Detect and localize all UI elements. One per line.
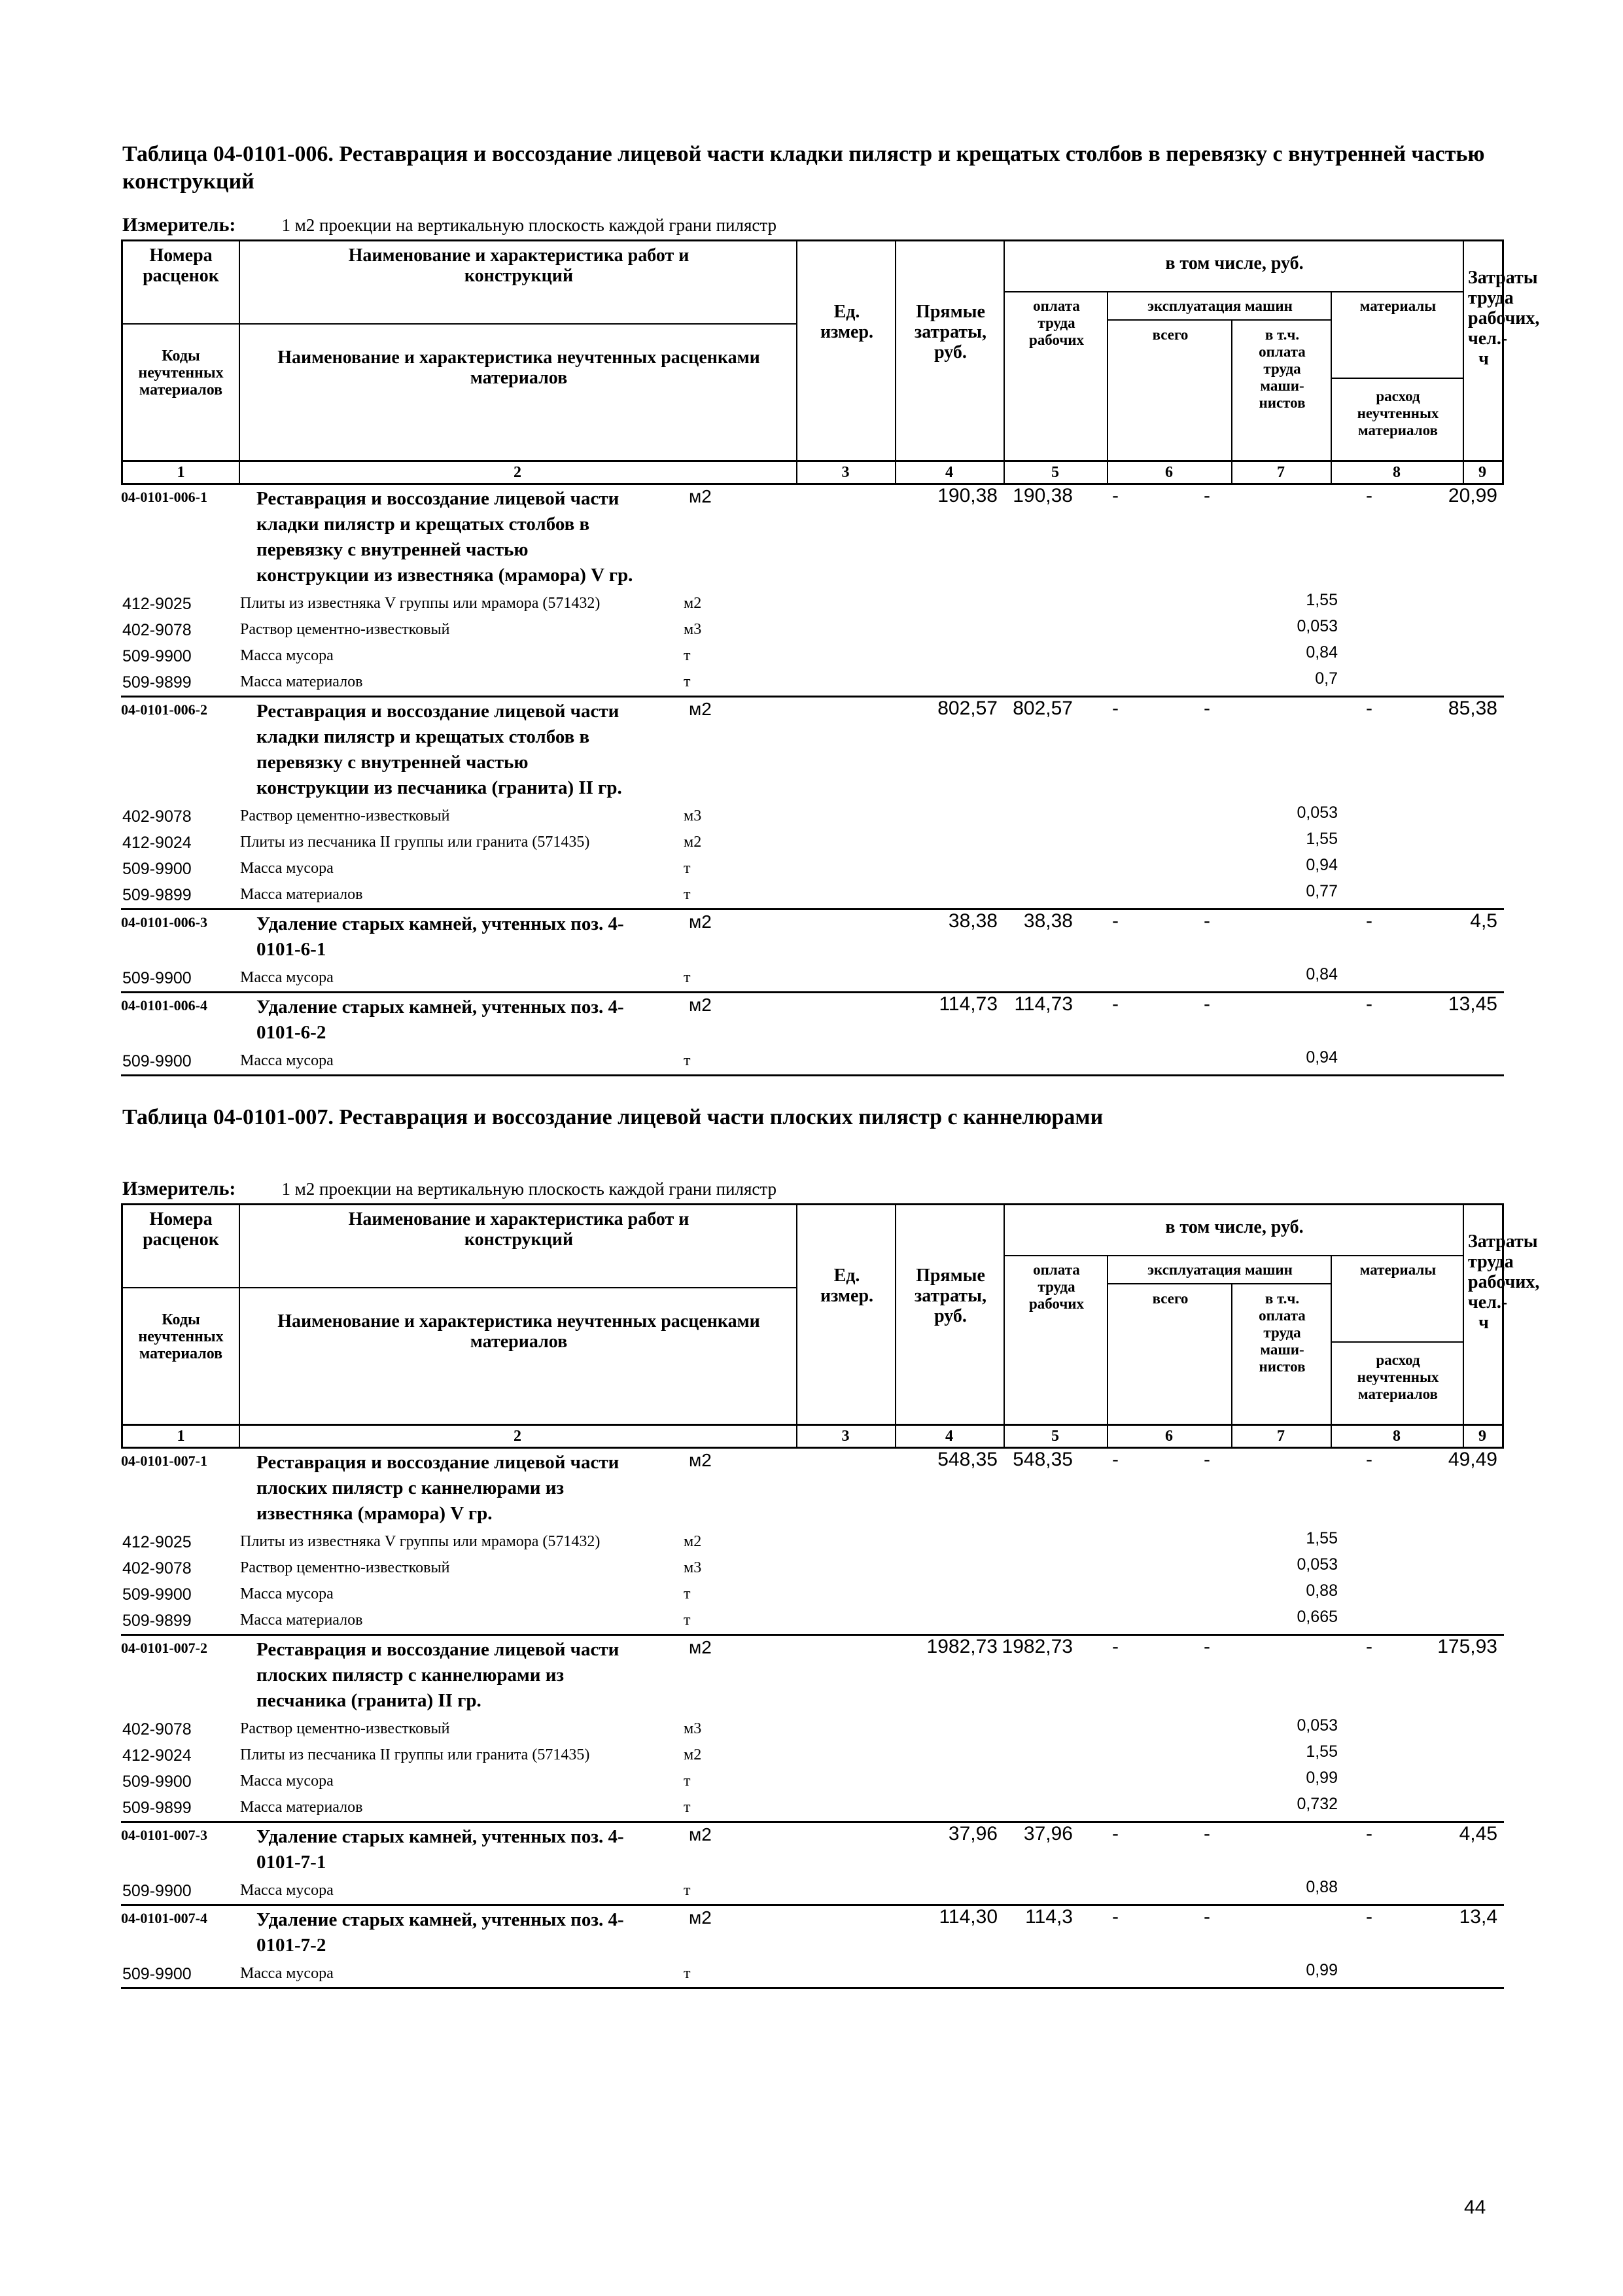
rate-unit: м2 xyxy=(689,1907,712,1928)
header-unit: Ед. измер. xyxy=(820,302,874,342)
material-name: Масса мусора xyxy=(240,969,334,986)
material-row xyxy=(121,669,1504,696)
material-unit: т xyxy=(684,673,691,690)
direct-cost: 548,35 xyxy=(937,1449,998,1470)
material-qty: 1,55 xyxy=(1306,591,1338,609)
material-row xyxy=(121,643,1504,669)
material-name: Плиты из песчаника II группы или гранита (571435) xyxy=(240,834,590,851)
labor-hours: 49,49 xyxy=(1448,1449,1497,1470)
rate-name xyxy=(256,1824,682,1875)
rate-group xyxy=(121,485,1504,698)
material-unit: м2 xyxy=(684,1533,702,1550)
table-header xyxy=(121,239,1540,462)
column-number: 6 xyxy=(1165,1428,1173,1445)
material-qty: 0,84 xyxy=(1306,643,1338,662)
rate-name-line: кладки пилястр и крещатых столбов в xyxy=(256,726,590,747)
material-unit: м3 xyxy=(684,621,702,638)
measure-line xyxy=(122,214,777,236)
material-unit: т xyxy=(684,1965,691,1982)
header-material-name: Наименование и характеристика неучтенных расценками материалов xyxy=(277,1311,760,1352)
material-name: Масса материалов xyxy=(240,673,363,690)
column-number: 3 xyxy=(841,1428,850,1445)
direct-cost: 114,30 xyxy=(939,1906,998,1928)
material-code: 509-9899 xyxy=(122,673,192,692)
material-row xyxy=(121,1555,1504,1581)
rate-row xyxy=(121,1906,1504,1961)
material-row xyxy=(121,617,1504,643)
column-number: 8 xyxy=(1393,1428,1401,1445)
material-code: 402-9078 xyxy=(122,621,192,639)
column-number: 4 xyxy=(945,1428,953,1445)
header-machinists-pay: в т.ч. оплата труда маши-нистов xyxy=(1259,327,1306,411)
rate-name-line: Реставрация и воссоздание лицевой части xyxy=(256,1452,620,1473)
material-unit: м2 xyxy=(684,834,702,851)
rate-code: 04-0101-006-2 xyxy=(121,701,207,718)
measure-label: Измеритель: xyxy=(122,1178,236,1199)
materials-cost: - xyxy=(1366,910,1372,932)
measure-line xyxy=(122,1178,777,1200)
material-name: Масса мусора xyxy=(240,860,334,877)
labor-hours: 175,93 xyxy=(1437,1636,1497,1657)
material-row xyxy=(121,830,1504,856)
header-labor-pay: оплата труда рабочих xyxy=(1028,1262,1085,1312)
header-including: в том числе, руб. xyxy=(1165,1217,1304,1237)
header-rule xyxy=(1003,1255,1463,1256)
material-qty: 0,99 xyxy=(1306,1769,1338,1787)
labor-pay: 114,3 xyxy=(1025,1906,1073,1928)
rate-unit: м2 xyxy=(689,1637,712,1657)
rate-unit: м2 xyxy=(689,699,712,719)
material-qty: 0,94 xyxy=(1306,856,1338,874)
material-unit: т xyxy=(684,1612,691,1629)
material-code: 412-9025 xyxy=(122,595,192,613)
material-qty: 0,053 xyxy=(1297,1555,1338,1574)
material-row xyxy=(121,591,1504,617)
rate-row xyxy=(121,1449,1504,1529)
rate-name-line: конструкции из известняка (мрамора) V гр. xyxy=(256,565,633,586)
rate-name-line: песчаника (гранита) II гр. xyxy=(256,1690,481,1711)
material-row xyxy=(121,1795,1504,1821)
rate-name-line: 0101-7-2 xyxy=(256,1935,326,1956)
column-number: 2 xyxy=(514,1428,521,1445)
material-qty: 0,053 xyxy=(1297,1716,1338,1735)
rate-row xyxy=(121,993,1504,1048)
header-rule xyxy=(1331,378,1463,379)
material-row xyxy=(121,1961,1504,1987)
column-number: 5 xyxy=(1051,1428,1059,1445)
material-unit: м2 xyxy=(684,595,702,612)
column-number: 8 xyxy=(1393,464,1401,481)
material-code: 412-9024 xyxy=(122,1746,192,1765)
material-unit: т xyxy=(684,1773,691,1790)
rate-code: 04-0101-007-4 xyxy=(121,1910,207,1926)
rate-name-line: перевязку с внутренней частью xyxy=(256,752,529,773)
material-unit: м3 xyxy=(684,1559,702,1576)
material-qty: 1,55 xyxy=(1306,1529,1338,1547)
column-number: 1 xyxy=(177,1428,185,1445)
labor-pay: 190,38 xyxy=(1013,485,1073,506)
material-name: Масса мусора xyxy=(240,1882,334,1899)
material-qty: 1,55 xyxy=(1306,830,1338,848)
column-number: 7 xyxy=(1277,464,1285,481)
machinists-pay: - xyxy=(1204,1449,1210,1470)
rate-code: 04-0101-006-1 xyxy=(121,489,207,505)
machines-total: - xyxy=(1112,1449,1119,1470)
machines-total: - xyxy=(1112,1823,1119,1845)
rate-group xyxy=(121,1636,1504,1823)
rate-name-line: перевязку с внутренней частью xyxy=(256,539,529,560)
machines-total: - xyxy=(1112,993,1119,1015)
header-materials: материалы xyxy=(1359,298,1437,314)
header-material-codes: Коды неучтенных материалов xyxy=(138,1311,224,1362)
labor-hours: 4,5 xyxy=(1470,910,1497,932)
header-rule xyxy=(1331,1341,1463,1343)
table-title: Таблица 04-0101-006. Реставрация и воссоздание лицевой части кладки пилястр и крещатых столбов в перевязку с внутренней частью конструкций xyxy=(122,142,1485,194)
rate-name xyxy=(256,486,682,588)
material-qty: 0,665 xyxy=(1297,1608,1338,1626)
measure-text: 1 м2 проекции на вертикальную плоскость каждой грани пилястр xyxy=(281,1179,777,1199)
rate-unit: м2 xyxy=(689,486,712,506)
labor-pay: 37,96 xyxy=(1023,1823,1073,1845)
rate-unit: м2 xyxy=(689,911,712,932)
material-code: 509-9899 xyxy=(122,1612,192,1630)
machines-total: - xyxy=(1112,910,1119,932)
machines-total: - xyxy=(1112,1636,1119,1657)
material-name: Плиты из известняка V группы или мрамора (571432) xyxy=(240,595,601,612)
material-unit: т xyxy=(684,1052,691,1069)
material-row xyxy=(121,1742,1504,1769)
material-name: Раствор цементно-известковый xyxy=(240,621,450,638)
machines-total: - xyxy=(1112,485,1119,506)
materials-cost: - xyxy=(1366,1449,1372,1470)
table-title: Таблица 04-0101-007. Реставрация и воссоздание лицевой части плоских пилястр с каннелюрами xyxy=(122,1105,1104,1129)
column-number-row xyxy=(121,1424,1504,1449)
material-qty: 0,84 xyxy=(1306,965,1338,983)
rate-name-line: 0101-6-1 xyxy=(256,939,326,960)
rate-group xyxy=(121,1449,1504,1636)
machinists-pay: - xyxy=(1204,993,1210,1015)
material-code: 412-9024 xyxy=(122,834,192,852)
material-code: 509-9900 xyxy=(122,1585,192,1604)
machines-total: - xyxy=(1112,1906,1119,1928)
rate-group xyxy=(121,698,1504,910)
rate-unit: м2 xyxy=(689,1450,712,1470)
material-code: 509-9899 xyxy=(122,1799,192,1817)
header-material-codes: Коды неучтенных материалов xyxy=(138,347,224,398)
material-code: 402-9078 xyxy=(122,1720,192,1739)
header-rule xyxy=(1003,291,1463,292)
rate-code: 04-0101-006-3 xyxy=(121,914,207,930)
material-unit: м3 xyxy=(684,1720,702,1737)
material-unit: м2 xyxy=(684,1746,702,1763)
header-machines: эксплуатация машин xyxy=(1147,298,1293,314)
header-including: в том числе, руб. xyxy=(1165,253,1304,274)
material-unit: м3 xyxy=(684,807,702,824)
header-machinists-pay: в т.ч. оплата труда маши-нистов xyxy=(1259,1290,1306,1375)
header-materials-usage: расход неучтенных материалов xyxy=(1357,388,1439,438)
rate-row xyxy=(121,698,1504,804)
machinists-pay: - xyxy=(1204,1906,1210,1928)
direct-cost: 1982,73 xyxy=(926,1636,998,1657)
material-qty: 1,55 xyxy=(1306,1742,1338,1761)
rate-name xyxy=(256,1450,682,1527)
column-number: 2 xyxy=(514,464,521,481)
machinists-pay: - xyxy=(1204,1636,1210,1657)
column-number: 7 xyxy=(1277,1428,1285,1445)
material-code: 402-9078 xyxy=(122,1559,192,1578)
material-row xyxy=(121,1608,1504,1634)
material-code: 509-9900 xyxy=(122,1882,192,1900)
material-unit: т xyxy=(684,647,691,664)
rate-group xyxy=(121,1906,1504,1989)
material-unit: т xyxy=(684,1799,691,1816)
measure-text: 1 м2 проекции на вертикальную плоскость каждой грани пилястр xyxy=(281,215,777,235)
header-machines: эксплуатация машин xyxy=(1147,1262,1293,1278)
material-name: Масса мусора xyxy=(240,1965,334,1982)
machinists-pay: - xyxy=(1204,485,1210,506)
rate-name-line: Реставрация и воссоздание лицевой части xyxy=(256,701,620,722)
materials-cost: - xyxy=(1366,993,1372,1015)
rate-name xyxy=(256,699,682,801)
material-unit: т xyxy=(684,860,691,877)
table-header xyxy=(121,1203,1540,1426)
material-code: 412-9025 xyxy=(122,1533,192,1551)
rate-name-line: кладки пилястр и крещатых столбов в xyxy=(256,514,590,535)
materials-cost: - xyxy=(1366,698,1372,719)
material-unit: т xyxy=(684,969,691,986)
material-qty: 0,77 xyxy=(1306,882,1338,900)
column-number: 6 xyxy=(1165,464,1173,481)
material-name: Масса материалов xyxy=(240,1612,363,1629)
material-row xyxy=(121,804,1504,830)
machinists-pay: - xyxy=(1204,698,1210,719)
rate-row xyxy=(121,1823,1504,1878)
rate-name xyxy=(256,1907,682,1958)
rate-name-line: 0101-7-1 xyxy=(256,1852,326,1873)
header-rate-numbers: Номера расценок xyxy=(143,1209,219,1250)
column-number: 3 xyxy=(841,464,850,481)
header-direct-costs: Прямые затраты, руб. xyxy=(914,1265,987,1326)
column-number: 4 xyxy=(945,464,953,481)
machinists-pay: - xyxy=(1204,910,1210,932)
header-rule xyxy=(1107,1283,1331,1284)
material-code: 509-9900 xyxy=(122,860,192,878)
rate-name-line: Удаление старых камней, учтенных поз. 4- xyxy=(256,997,624,1017)
header-material-name: Наименование и характеристика неучтенных расценками материалов xyxy=(277,347,760,388)
rate-group xyxy=(121,910,1504,993)
header-unit: Ед. измер. xyxy=(820,1265,874,1306)
materials-cost: - xyxy=(1366,1906,1372,1928)
material-row xyxy=(121,1048,1504,1074)
direct-cost: 38,38 xyxy=(948,910,998,932)
rate-name-line: Реставрация и воссоздание лицевой части xyxy=(256,488,620,509)
material-name: Раствор цементно-известковый xyxy=(240,1559,450,1576)
rate-code: 04-0101-006-4 xyxy=(121,997,207,1014)
material-row xyxy=(121,1716,1504,1742)
direct-cost: 190,38 xyxy=(937,485,998,506)
rate-row xyxy=(121,485,1504,591)
material-name: Раствор цементно-известковый xyxy=(240,807,450,824)
header-work-name: Наименование и характеристика работ и конструкций xyxy=(348,1209,689,1250)
machinists-pay: - xyxy=(1204,1823,1210,1845)
material-row xyxy=(121,1581,1504,1608)
header-rule xyxy=(239,323,796,325)
material-row xyxy=(121,856,1504,882)
labor-hours: 85,38 xyxy=(1448,698,1497,719)
header-rule xyxy=(123,323,239,325)
column-number: 9 xyxy=(1478,1428,1486,1445)
material-name: Раствор цементно-известковый xyxy=(240,1720,450,1737)
rate-name-line: Реставрация и воссоздание лицевой части xyxy=(256,1639,620,1660)
rate-unit: м2 xyxy=(689,1824,712,1845)
material-qty: 0,94 xyxy=(1306,1048,1338,1067)
materials-cost: - xyxy=(1366,1636,1372,1657)
rate-name-line: Удаление старых камней, учтенных поз. 4- xyxy=(256,1826,624,1847)
material-row xyxy=(121,1769,1504,1795)
material-name: Масса материалов xyxy=(240,1799,363,1816)
material-name: Масса мусора xyxy=(240,1773,334,1790)
rate-row xyxy=(121,910,1504,965)
header-materials-usage: расход неучтенных материалов xyxy=(1357,1352,1439,1402)
material-name: Плиты из песчаника II группы или гранита (571435) xyxy=(240,1746,590,1763)
column-number: 1 xyxy=(177,464,185,481)
header-machines-total: всего xyxy=(1152,1290,1189,1307)
material-qty: 0,053 xyxy=(1297,804,1338,822)
labor-hours: 13,45 xyxy=(1448,993,1497,1015)
rate-name-line: Удаление старых камней, учтенных поз. 4- xyxy=(256,1909,624,1930)
material-code: 402-9078 xyxy=(122,807,192,826)
materials-cost: - xyxy=(1366,485,1372,506)
rate-code: 04-0101-007-1 xyxy=(121,1453,207,1469)
header-direct-costs: Прямые затраты, руб. xyxy=(914,302,987,362)
header-machines-total: всего xyxy=(1152,327,1189,343)
rate-name-line: Удаление старых камней, учтенных поз. 4- xyxy=(256,913,624,934)
material-name: Плиты из известняка V группы или мрамора (571432) xyxy=(240,1533,601,1550)
material-qty: 0,732 xyxy=(1297,1795,1338,1813)
labor-pay: 38,38 xyxy=(1023,910,1073,932)
direct-cost: 114,73 xyxy=(939,993,998,1015)
rate-unit: м2 xyxy=(689,995,712,1015)
materials-cost: - xyxy=(1366,1823,1372,1845)
material-unit: т xyxy=(684,1882,691,1899)
rate-name-line: плоских пилястр с каннелюрами из xyxy=(256,1665,565,1686)
header-work-name: Наименование и характеристика работ и конструкций xyxy=(348,245,689,286)
material-row xyxy=(121,1529,1504,1555)
rate-name-line: плоских пилястр с каннелюрами из xyxy=(256,1477,565,1498)
labor-hours: 20,99 xyxy=(1448,485,1497,506)
column-number: 9 xyxy=(1478,464,1486,481)
material-qty: 0,053 xyxy=(1297,617,1338,635)
header-labor-pay: оплата труда рабочих xyxy=(1028,298,1085,348)
column-number: 5 xyxy=(1051,464,1059,481)
header-rule xyxy=(123,1287,239,1288)
material-code: 509-9900 xyxy=(122,1052,192,1070)
rate-row xyxy=(121,1636,1504,1716)
rate-name-line: известняка (мрамора) V гр. xyxy=(256,1503,493,1524)
material-code: 509-9900 xyxy=(122,1965,192,1983)
machines-total: - xyxy=(1112,698,1119,719)
rate-name xyxy=(256,995,682,1046)
rate-name-line: 0101-6-2 xyxy=(256,1022,326,1043)
labor-pay: 802,57 xyxy=(1013,698,1073,719)
material-row xyxy=(121,1878,1504,1904)
direct-cost: 802,57 xyxy=(937,698,998,719)
material-name: Масса мусора xyxy=(240,647,334,664)
material-code: 509-9900 xyxy=(122,1773,192,1791)
header-rule xyxy=(1107,319,1331,321)
material-code: 509-9899 xyxy=(122,886,192,904)
material-qty: 0,88 xyxy=(1306,1878,1338,1896)
labor-hours: 13,4 xyxy=(1459,1906,1497,1928)
material-qty: 0,88 xyxy=(1306,1581,1338,1600)
table-body xyxy=(121,485,1504,1076)
rate-group xyxy=(121,1823,1504,1906)
direct-cost: 37,96 xyxy=(948,1823,998,1845)
header-materials: материалы xyxy=(1359,1262,1437,1278)
material-row xyxy=(121,965,1504,991)
material-row xyxy=(121,882,1504,908)
labor-pay: 114,73 xyxy=(1014,993,1073,1015)
rate-code: 04-0101-007-3 xyxy=(121,1827,207,1843)
rate-code: 04-0101-007-2 xyxy=(121,1640,207,1656)
header-rate-numbers: Номера расценок xyxy=(143,245,219,286)
material-qty: 0,99 xyxy=(1306,1961,1338,1979)
rate-name-line: конструкции из песчаника (гранита) II гр. xyxy=(256,777,622,798)
material-name: Масса мусора xyxy=(240,1585,334,1602)
column-number-row xyxy=(121,460,1504,485)
material-name: Масса материалов xyxy=(240,886,363,903)
page-number: 44 xyxy=(1464,2197,1486,2218)
header-labor-hours: Затраты труда рабочих, чел.-ч xyxy=(1468,1231,1540,1333)
table-body xyxy=(121,1449,1504,1989)
material-unit: т xyxy=(684,886,691,903)
material-code: 509-9900 xyxy=(122,969,192,987)
material-name: Масса мусора xyxy=(240,1052,334,1069)
header-labor-hours: Затраты труда рабочих, чел.-ч xyxy=(1468,268,1540,369)
header-rule xyxy=(239,1287,796,1288)
rate-name xyxy=(256,1637,682,1714)
labor-pay: 1982,73 xyxy=(1002,1636,1073,1657)
material-qty: 0,7 xyxy=(1315,669,1338,688)
measure-label: Измеритель: xyxy=(122,214,236,236)
material-code: 509-9900 xyxy=(122,647,192,665)
labor-pay: 548,35 xyxy=(1013,1449,1073,1470)
labor-hours: 4,45 xyxy=(1459,1823,1497,1845)
material-unit: т xyxy=(684,1585,691,1602)
rate-name xyxy=(256,911,682,963)
rate-group xyxy=(121,993,1504,1076)
